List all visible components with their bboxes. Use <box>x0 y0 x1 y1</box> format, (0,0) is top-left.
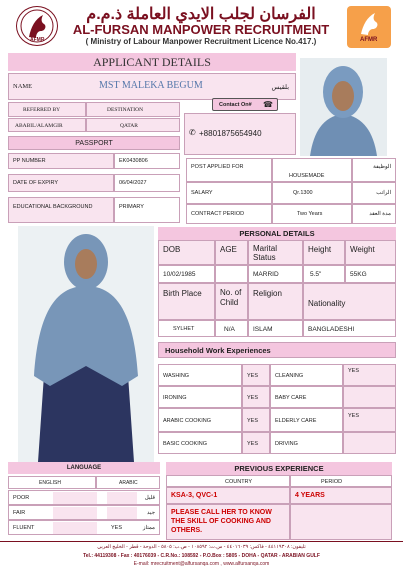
footer-arabic: تليفون: ٤٤١١٩٣٠٨ - فاكس: ٤٤٠١٦٠٣٩ - س.ت: ١٠٨٥٩٢ - ص.ب: ٥٨٠٥ - الدوحة - قطر - الخليج العربي <box>97 544 306 550</box>
weight-value: 55KG <box>350 271 367 278</box>
post-label: POST APPLIED FOR <box>191 164 244 170</box>
contact-value-box <box>184 113 296 155</box>
name-label: NAME <box>13 83 33 90</box>
salary-ar-cell <box>352 182 396 204</box>
logo-right-text: AFMR <box>360 37 378 43</box>
hh-right-0-value: YES <box>348 368 360 374</box>
contact-label-box <box>212 98 278 111</box>
applicant-section-title: APPLICANT DETAILS <box>8 53 296 71</box>
period-ar-cell <box>352 204 396 224</box>
lang-arabic-head <box>96 476 160 489</box>
personal-title: PERSONAL DETAILS <box>158 227 396 240</box>
child-label-cell <box>215 283 248 320</box>
marital-value: MARRID <box>253 271 279 278</box>
phone-icon: ✆ <box>189 128 196 137</box>
nationality-label: Nationality <box>308 299 346 308</box>
phone-icon: ☎ <box>263 100 273 109</box>
prev-period-label: PERIOD <box>321 479 343 485</box>
birth-label: Birth Place <box>163 289 202 298</box>
marital-label-cell <box>248 240 303 265</box>
lang-english: ENGLISH <box>39 480 61 486</box>
hh-left-0-val <box>242 364 270 386</box>
weight-label-cell <box>345 240 396 265</box>
referred-value: ABABIL/ALAMGIR <box>15 123 63 129</box>
header-licence: ( Ministry of Labour Manpower Recruitment Licence No.417.) <box>85 37 317 46</box>
hh-right-3-label: DRIVING <box>275 441 298 447</box>
period-value-cell <box>272 204 352 224</box>
destination-label: DESTINATION <box>107 107 144 113</box>
hh-right-0 <box>270 364 343 386</box>
lang-fair-arabic-box <box>107 507 137 519</box>
child-value-cell <box>215 320 248 337</box>
prev-period-head <box>290 475 392 487</box>
lang-fluent-english-box <box>53 522 97 534</box>
prev-country-cell <box>166 487 290 504</box>
period-value: Two Years <box>297 211 323 217</box>
religion-value: ISLAM <box>253 326 273 333</box>
dob-label: DOB <box>163 245 181 254</box>
edu-label: EDUCATIONAL BACKGROUND <box>13 204 93 210</box>
footer-contacts: Tel.: 44119308 - Fax : 40176039 - C.R.No.: 108592 - P.O.Box : 5805 - DOHA - QATAR - ARABIAN GULF <box>83 553 320 559</box>
edu-value: PRIMARY <box>119 204 144 210</box>
hh-left-2-label: ARABIC COOKING <box>163 418 211 424</box>
hh-left-2 <box>158 408 242 432</box>
destination-value: QATAR <box>120 123 138 129</box>
child-label: No. of Child <box>220 288 242 307</box>
nationality-label-cell <box>303 283 396 320</box>
hh-left-3-label: BASIC COOKING <box>163 441 208 447</box>
weight-label: Weight <box>350 245 375 254</box>
lang-poor-english-box <box>53 492 97 504</box>
post-value-cell <box>272 158 352 182</box>
period-label-cell <box>186 204 272 224</box>
religion-label: Religion <box>253 289 282 298</box>
hh-right-1 <box>270 386 343 408</box>
edu-value-cell <box>114 197 180 223</box>
hh-right-0-label: CLEANING <box>275 373 304 379</box>
hh-right-2-label: ELDERLY CARE <box>275 418 317 424</box>
child-value: N/A <box>224 326 235 333</box>
lang-english-head <box>8 476 96 489</box>
footer-email: E-mail: mrecruitment@alfursanqa.com , www.alfursanqa.com <box>133 561 270 567</box>
hh-right-1-label: BABY CARE <box>275 395 307 401</box>
hh-left-1-label: IRONING <box>163 395 187 401</box>
prev-country-head <box>166 475 290 487</box>
pp-label: PP NUMBER <box>13 158 46 164</box>
prev-period-cell <box>290 487 392 504</box>
destination-value-cell <box>86 118 180 132</box>
height-value: 5.5" <box>310 271 322 278</box>
prev-period-value: 4 YEARS <box>295 492 325 499</box>
expiry-value-cell <box>114 174 180 192</box>
height-value-cell <box>303 265 345 283</box>
hh-left-2-value: YES <box>247 418 259 424</box>
post-value: HOUSEMADE <box>289 173 325 179</box>
nationality-value: BANGLADESHI <box>308 326 355 333</box>
name-row <box>8 73 296 100</box>
expiry-label: DATE OF EXPIRY <box>13 180 59 186</box>
hh-left-3-value: YES <box>247 441 259 447</box>
hh-left-1 <box>158 386 242 408</box>
referred-value-cell <box>8 118 86 132</box>
lang-fair-row <box>8 505 160 520</box>
hh-left-0-value: YES <box>247 373 259 379</box>
header-logo-right <box>347 6 391 48</box>
referred-cell <box>8 102 86 117</box>
footer-bar <box>0 541 403 573</box>
salary-label-cell <box>186 182 272 204</box>
lang-fluent-ar: ممتاز <box>142 525 155 531</box>
hh-right-0-val <box>343 364 396 386</box>
nationality-value-cell <box>303 320 396 337</box>
lang-fair-ar: جيد <box>147 510 155 516</box>
destination-cell <box>86 102 180 117</box>
lang-fluent-row <box>8 520 160 535</box>
applicant-photo-portrait <box>300 58 387 156</box>
applicant-photo-full <box>18 226 154 462</box>
age-label: AGE <box>220 245 237 254</box>
language-title: LANGUAGE <box>8 462 160 474</box>
hh-left-3 <box>158 432 242 454</box>
contact-value: +8801875654940 <box>199 129 262 138</box>
hh-left-3-val <box>242 432 270 454</box>
lang-fluent: FLUENT <box>13 525 35 531</box>
religion-label-cell <box>248 283 303 320</box>
hh-left-2-val <box>242 408 270 432</box>
referred-label: REFERRED BY <box>23 107 61 113</box>
hh-left-1-val <box>242 386 270 408</box>
header-english-title: AL-FURSAN MANPOWER RECRUITMENT <box>72 22 330 37</box>
lang-poor-arabic-box <box>107 492 137 504</box>
hh-left-0 <box>158 364 242 386</box>
hh-right-3-val <box>343 432 396 454</box>
lang-fair: FAIR <box>13 510 26 516</box>
header-arabic-title: الفرسان لجلب الايدي العاملة ذ.م.م <box>86 6 316 23</box>
lang-poor-row <box>8 490 160 505</box>
name-value: MST MALEKA BEGUM <box>99 80 203 91</box>
prev-note-period-cell <box>290 504 392 540</box>
hh-left-0-label: WASHING <box>163 373 190 379</box>
age-label-cell <box>215 240 248 265</box>
hh-right-2-value: YES <box>348 413 360 419</box>
hh-right-3 <box>270 432 343 454</box>
pp-value-cell <box>114 153 180 169</box>
birth-value: SYLHET <box>173 326 195 332</box>
expiry-label-cell <box>8 174 114 192</box>
hh-right-1-val <box>343 386 396 408</box>
lang-fluent-arabic-value: YES <box>111 525 123 531</box>
salary-ar: الراتب <box>376 190 391 196</box>
edu-label-cell <box>8 197 114 223</box>
horse-icon <box>347 6 391 38</box>
prev-note: PLEASE CALL HER TO KNOW THE SKILL OF COOKING AND OTHERS. <box>171 509 272 534</box>
lang-poor: POOR <box>13 495 30 501</box>
hh-right-2 <box>270 408 343 432</box>
salary-value-cell <box>272 182 352 204</box>
religion-value-cell <box>248 320 303 337</box>
dob-value-cell <box>158 265 215 283</box>
expiry-value: 06/04/2027 <box>119 180 147 186</box>
hh-left-1-value: YES <box>247 395 259 401</box>
name-arabic: بلقيس <box>271 84 289 91</box>
hh-right-2-val <box>343 408 396 432</box>
salary-value: Qr.1300 <box>293 190 313 196</box>
contact-label: Contact On# <box>219 102 252 108</box>
age-value-cell <box>215 265 248 283</box>
post-label-cell <box>186 158 272 182</box>
prev-country-value: KSA-3, QVC-1 <box>171 492 218 499</box>
marital-value-cell <box>248 265 303 283</box>
marital-label: Marital Status <box>253 244 278 262</box>
prev-country-label: COUNTRY <box>225 479 253 485</box>
lang-fair-english-box <box>53 507 97 519</box>
pp-value: EK0430806 <box>119 158 148 164</box>
header-logo-left <box>16 6 58 46</box>
dob-label-cell <box>158 240 215 265</box>
lang-poor-ar: قليل <box>144 495 155 501</box>
birth-label-cell <box>158 283 215 320</box>
lang-arabic: ARABIC <box>119 480 138 486</box>
passport-title: PASSPORT <box>8 136 180 150</box>
salary-label: SALARY <box>191 190 213 196</box>
prev-note-cell <box>166 504 290 540</box>
logo-left-text: AFMR <box>30 37 45 43</box>
dob-value: 10/02/1985 <box>163 271 196 278</box>
height-label: Height <box>308 245 332 254</box>
previous-title: PREVIOUS EXPERIENCE <box>166 462 392 475</box>
post-ar-cell <box>352 158 396 182</box>
household-title: Household Work Experiences <box>158 342 396 358</box>
post-ar: الوظيفة <box>373 164 391 170</box>
birth-value-cell <box>158 320 215 337</box>
period-ar: مدة العقد <box>369 211 391 217</box>
period-label: CONTRACT PERIOD <box>191 211 245 217</box>
height-label-cell <box>303 240 345 265</box>
weight-value-cell <box>345 265 396 283</box>
pp-label-cell <box>8 153 114 169</box>
